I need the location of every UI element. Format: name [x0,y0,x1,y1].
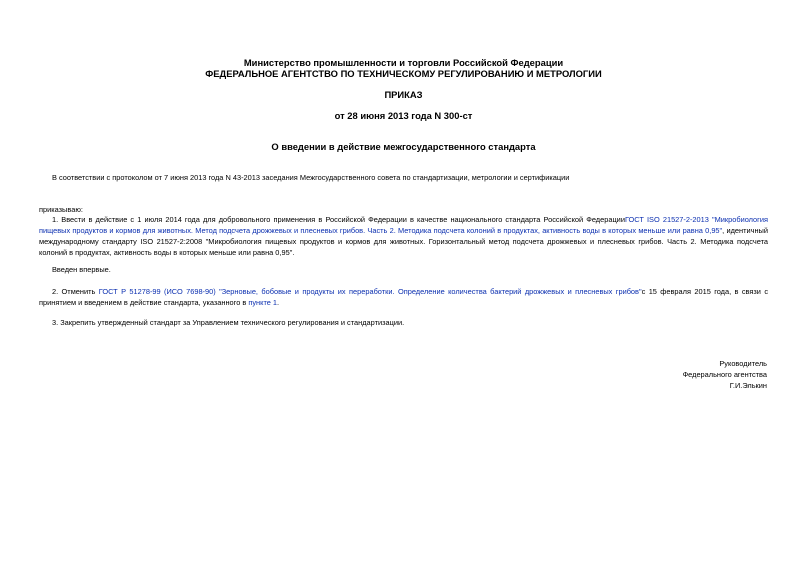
item-1-text: 1. Ввести в действие с 1 июля 2014 года для добровольного применения в Российской Федерации в качестве национального стандарта Российской Федерации [52,215,625,224]
signature-position: Руководитель [719,359,767,368]
orders-label: приказываю: [39,205,83,214]
gost-r-51278-link[interactable]: ГОСТ Р 51278-99 (ИСО 7698-90) "Зерновые, бобовые и продукты их переработки. Определение количества бактерий дрожжевых и плесневых грибов" [98,287,642,296]
item-2-text: 2. Отменить [52,287,99,296]
agency-heading: ФЕДЕРАЛЬНОЕ АГЕНТСТВО ПО ТЕХНИЧЕСКОМУ РЕГУЛИРОВАНИЮ И МЕТРОЛОГИИ [205,68,602,79]
intro-paragraph: В соответствии с протоколом от 7 июня 2013 года N 43-2013 заседания Межгосударственного совета по стандартизации, метрологии и сертификации [52,173,570,182]
doc-title: О введении в действие межгосударственного стандарта [271,141,536,152]
item-2-mid: с 15 февраля 2015 года, в связи с принятием и введением в действие стандарта, указанного в [39,287,769,307]
item-3-paragraph: 3. Закрепить утвержденный стандарт за Управлением технического регулирования и стандартизации. [52,318,405,327]
item-2-end: . [277,298,280,307]
signature-agency: Федерального агентства [682,370,767,379]
doc-date: от 28 июня 2013 года N 300-ст [334,110,473,121]
item-2-paragraph [39,286,768,308]
item-1-paragraph [39,214,768,258]
doc-type: ПРИКАЗ [384,89,423,100]
item-1-tail: , идентичный международному стандарту ISO 21527-2:2008 "Микробиология пищевых продуктов и кормов для животных. Горизонтальный метод подсчета дрожжевых и плесневых грибов. Часть 2. Методика подсчета колоний в продуктах, активность воды в которых меньше или равна 0,95". [39,226,768,257]
gost-iso-21527-link[interactable]: ГОСТ ISO 21527-2-2013 "Микробиология пищевых продуктов и кормов для животных. Метод подсчета дрожжевых и плесневых грибов. Часть 2. Методика подсчета колоний в продуктах, активность воды в которых меньше или равна 0,95" [39,215,768,235]
clause-1-link[interactable]: пункте 1 [248,298,278,307]
first-time-note: Введен впервые. [52,265,111,274]
signature-name: Г.И.Элькин [729,381,767,390]
ministry-heading: Министерство промышленности и торговли Российской Федерации [243,57,564,68]
